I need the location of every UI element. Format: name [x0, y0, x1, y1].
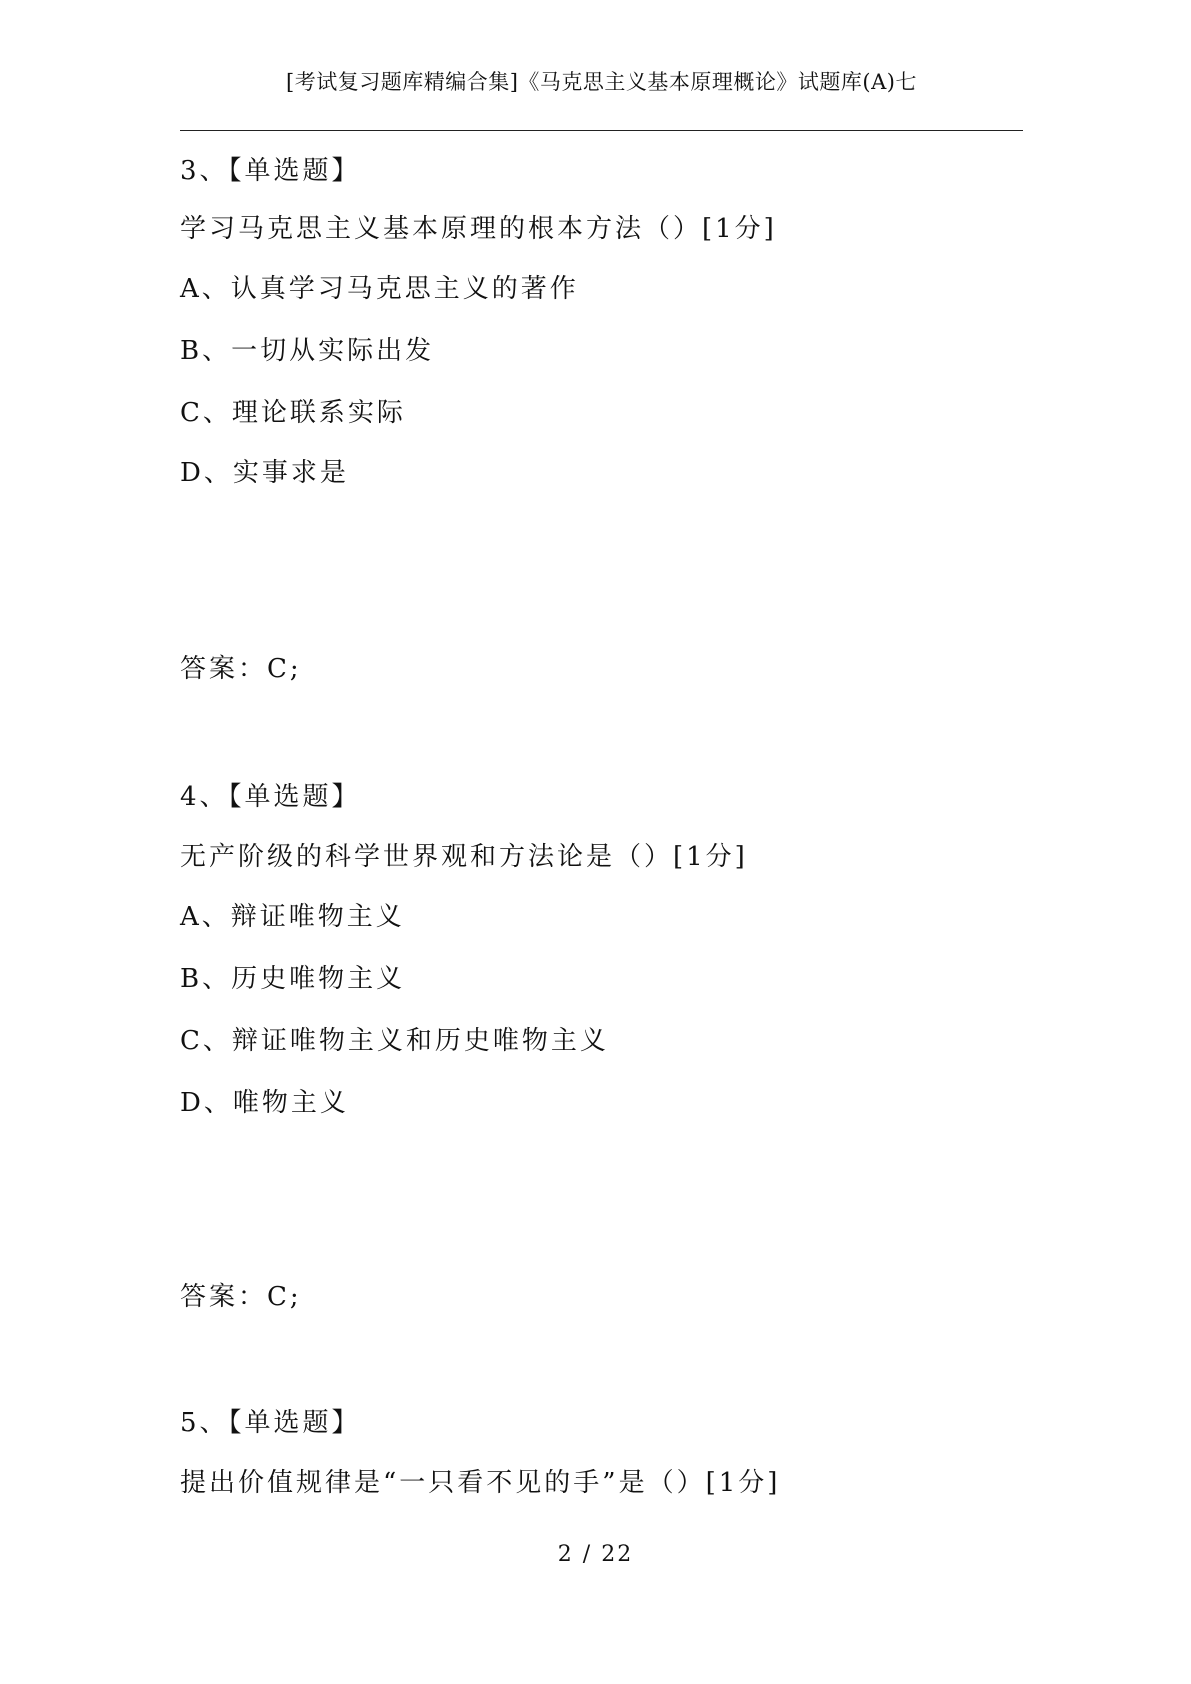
- question-3-option-c: C、理论联系实际: [180, 398, 406, 428]
- question-4-option-d: D、唯物主义: [180, 1088, 349, 1118]
- question-5-stem: 提出价值规律是“一只看不见的手”是（）[1分]: [180, 1468, 781, 1498]
- question-3-stem: 学习马克思主义基本原理的根本方法（）[1分]: [180, 214, 777, 244]
- question-4-stem: 无产阶级的科学世界观和方法论是（）[1分]: [180, 842, 748, 872]
- question-3-option-b: B、一切从实际出发: [180, 336, 435, 366]
- question-4-option-b: B、历史唯物主义: [180, 964, 406, 994]
- page-header-title: [考试复习题库精编合集]《马克思主义基本原理概论》试题库(A)七: [286, 70, 917, 94]
- question-3-number: 3、【单选题】: [180, 156, 361, 186]
- question-4-answer: 答案：C;: [180, 1282, 302, 1312]
- question-4-option-a: A、辩证唯物主义: [180, 902, 405, 932]
- question-3-answer: 答案：C;: [180, 654, 302, 684]
- page-number: 2 / 22: [557, 1542, 634, 1567]
- question-5-number: 5、【单选题】: [180, 1408, 361, 1438]
- question-3-option-d: D、实事求是: [180, 458, 349, 488]
- header-divider: [180, 130, 1023, 131]
- question-4-option-c: C、辩证唯物主义和历史唯物主义: [180, 1026, 609, 1056]
- question-4-number: 4、【单选题】: [180, 782, 361, 812]
- question-3-option-a: A、认真学习马克思主义的著作: [180, 274, 579, 304]
